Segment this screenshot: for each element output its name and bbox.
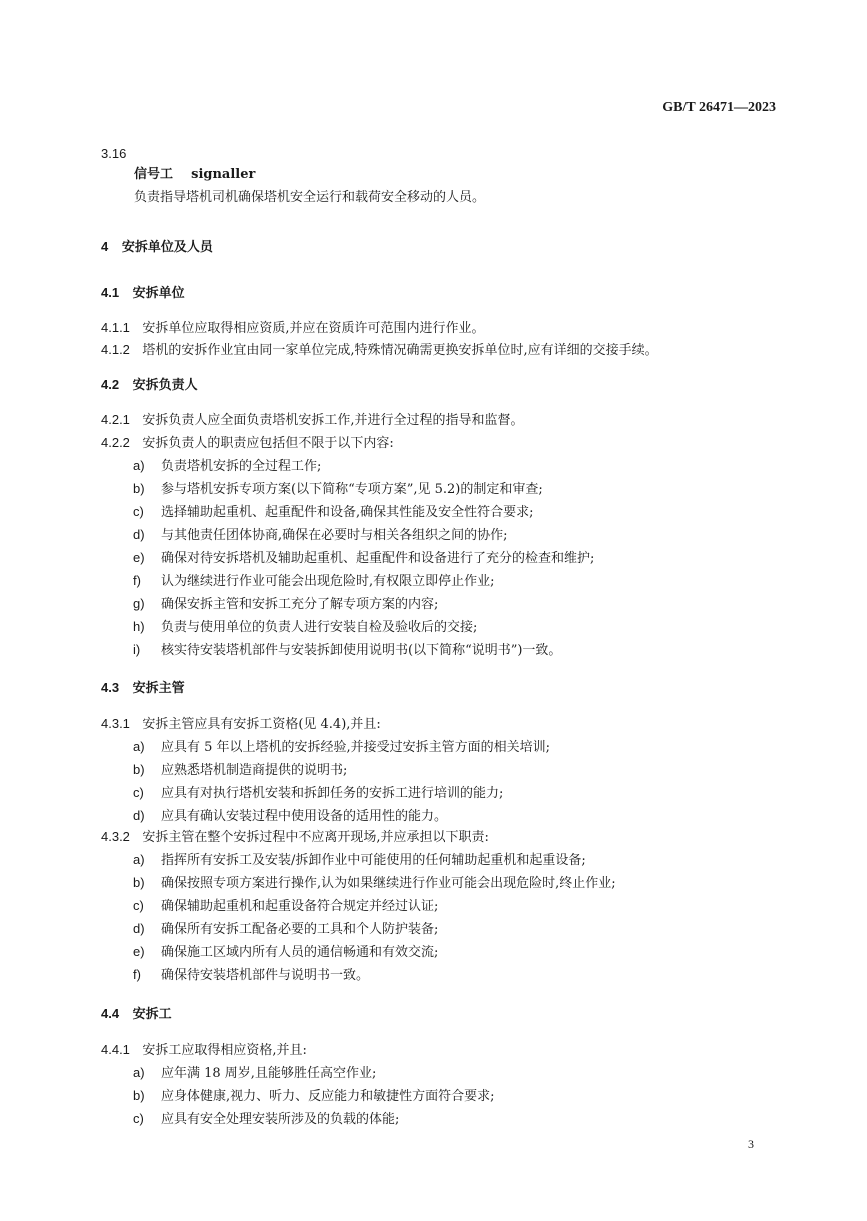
item-text: 认为继续进行作业可能会出现危险时,有权限立即停止作业; <box>161 574 495 589</box>
standard-code: GB/T 26471—2023 <box>662 100 776 115</box>
item-label: b) <box>133 762 145 777</box>
item-label: h) <box>133 619 145 634</box>
item-label: g) <box>133 596 145 611</box>
clause-number: 4.1.1 <box>101 320 130 335</box>
clause-text: 安拆负责人应全面负责塔机安拆工作,并进行全过程的指导和监督。 <box>142 413 524 428</box>
item-text: 确保所有安拆工配备必要的工具和个人防护装备; <box>161 922 439 937</box>
list-item <box>133 805 550 828</box>
clause-number: 4.4.1 <box>101 1042 130 1057</box>
list-item <box>133 1085 495 1108</box>
page-number: 3 <box>748 1137 754 1151</box>
section-title: 安拆主管 <box>132 681 185 696</box>
item-label: f) <box>133 967 141 982</box>
list-item <box>133 455 594 478</box>
section-number: 4.3 <box>101 680 120 695</box>
clause-text: 安拆单位应取得相应资质,并应在资质许可范围内进行作业。 <box>142 321 485 336</box>
item-text: 应具有安全处理安装所涉及的负载的体能; <box>161 1112 400 1127</box>
section-number: 4 <box>101 239 109 254</box>
clause-number: 4.2.1 <box>101 412 130 427</box>
list-item <box>133 1062 495 1085</box>
clause-number: 4.1.2 <box>101 342 130 357</box>
clause-4-2-2 <box>101 432 394 455</box>
item-label: e) <box>133 550 145 565</box>
list-4-2-2 <box>133 455 594 662</box>
clause-text: 塔机的安拆作业宜由同一家单位完成,特殊情况确需更换安拆单位时,应有详细的交接手续。 <box>142 343 658 358</box>
term-en: signaller <box>191 167 256 182</box>
section-title: 安拆负责人 <box>132 378 198 393</box>
clause-4-4-1 <box>101 1039 307 1062</box>
section-number: 4.4 <box>101 1006 120 1021</box>
section-title: 安拆单位 <box>132 286 185 301</box>
section-4-4-heading <box>101 1003 172 1026</box>
list-item <box>133 964 616 987</box>
list-4-3-1 <box>133 736 550 828</box>
item-label: d) <box>133 921 145 936</box>
section-4-1-heading <box>101 282 185 305</box>
item-label: a) <box>133 739 145 754</box>
list-item <box>133 593 594 616</box>
section-number: 4.1 <box>101 285 120 300</box>
list-item <box>133 918 616 941</box>
item-text: 应年满 18 周岁,且能够胜任高空作业; <box>161 1066 377 1081</box>
list-item <box>133 736 550 759</box>
item-label: b) <box>133 875 145 890</box>
item-text: 选择辅助起重机、起重配件和设备,确保其性能及安全性符合要求; <box>161 505 534 520</box>
item-label: c) <box>133 898 144 913</box>
list-item <box>133 895 616 918</box>
item-label: d) <box>133 527 145 542</box>
section-4-2-heading <box>101 374 198 397</box>
list-item <box>133 501 594 524</box>
item-text: 确保安拆主管和安拆工充分了解专项方案的内容; <box>161 597 439 612</box>
list-item <box>133 872 616 895</box>
list-item <box>133 524 594 547</box>
term-number: 3.16 <box>101 146 127 161</box>
clause-text: 安拆主管在整个安拆过程中不应离开现场,并应承担以下职责: <box>142 830 489 845</box>
item-text: 确保待安装塔机部件与说明书一致。 <box>161 968 370 983</box>
list-item <box>133 570 594 593</box>
item-label: b) <box>133 481 145 496</box>
term-definition: 负责指导塔机司机确保塔机安全运行和载荷安全移动的人员。 <box>134 190 486 205</box>
item-text: 确保辅助起重机和起重设备符合规定并经过认证; <box>161 899 439 914</box>
section-title: 安拆工 <box>132 1007 172 1022</box>
item-label: c) <box>133 785 144 800</box>
list-item <box>133 478 594 501</box>
item-text: 应具有确认安装过程中使用设备的适用性的能力。 <box>161 809 448 824</box>
term-zh: 信号工 <box>134 167 174 182</box>
item-text: 指挥所有安拆工及安装/拆卸作业中可能使用的任何辅助起重机和起重设备; <box>161 853 586 868</box>
item-label: c) <box>133 504 144 519</box>
item-text: 核实待安装塔机部件与安装拆卸使用说明书(以下简称“说明书”)一致。 <box>161 643 562 658</box>
section-title: 安拆单位及人员 <box>121 240 213 255</box>
list-item <box>133 616 594 639</box>
clause-text: 安拆负责人的职责应包括但不限于以下内容: <box>142 436 394 451</box>
section-number: 4.2 <box>101 377 120 392</box>
item-text: 负责与使用单位的负责人进行安装自检及验收后的交接; <box>161 620 478 635</box>
list-item <box>133 759 550 782</box>
list-item <box>133 941 616 964</box>
clause-text: 安拆工应取得相应资格,并且: <box>142 1043 307 1058</box>
item-text: 确保按照专项方案进行操作,认为如果继续进行作业可能会出现危险时,终止作业; <box>161 876 616 891</box>
clause-4-3-1 <box>101 713 381 736</box>
item-label: b) <box>133 1088 145 1103</box>
item-text: 与其他责任团体协商,确保在必要时与相关各组织之间的协作; <box>161 528 508 543</box>
term-title <box>134 164 255 186</box>
item-text: 应身体健康,视力、听力、反应能力和敏捷性方面符合要求; <box>161 1089 495 1104</box>
clause-4-1-2 <box>101 339 658 362</box>
list-4-3-2 <box>133 849 616 987</box>
item-label: i) <box>133 642 141 657</box>
item-text: 负责塔机安拆的全过程工作; <box>161 459 322 474</box>
list-item <box>133 639 594 662</box>
clause-4-1-1 <box>101 317 484 340</box>
item-label: e) <box>133 944 145 959</box>
list-item <box>133 849 616 872</box>
list-4-4-1 <box>133 1062 495 1131</box>
clause-text: 安拆主管应具有安拆工资格(见 4.4),并且: <box>142 717 381 732</box>
item-text: 参与塔机安拆专项方案(以下简称“专项方案”,见 5.2)的制定和审查; <box>161 482 543 497</box>
item-label: a) <box>133 852 145 867</box>
list-item <box>133 782 550 805</box>
item-text: 应具有对执行塔机安装和拆卸任务的安拆工进行培训的能力; <box>161 786 504 801</box>
item-label: f) <box>133 573 141 588</box>
item-label: c) <box>133 1111 144 1126</box>
item-label: d) <box>133 808 145 823</box>
item-text: 应具有 5 年以上塔机的安拆经验,并接受过安拆主管方面的相关培训; <box>161 740 551 755</box>
list-item <box>133 1108 495 1131</box>
clause-number: 4.3.1 <box>101 716 130 731</box>
item-text: 应熟悉塔机制造商提供的说明书; <box>161 763 348 778</box>
section-4-3-heading <box>101 677 185 700</box>
clause-4-3-2 <box>101 826 489 849</box>
clause-4-2-1 <box>101 409 523 432</box>
list-item <box>133 547 594 570</box>
item-label: a) <box>133 458 145 473</box>
clause-number: 4.3.2 <box>101 829 130 844</box>
item-text: 确保施工区域内所有人员的通信畅通和有效交流; <box>161 945 439 960</box>
item-text: 确保对待安拆塔机及辅助起重机、起重配件和设备进行了充分的检查和维护; <box>161 551 595 566</box>
item-label: a) <box>133 1065 145 1080</box>
section-4-heading <box>101 236 213 259</box>
clause-number: 4.2.2 <box>101 435 130 450</box>
